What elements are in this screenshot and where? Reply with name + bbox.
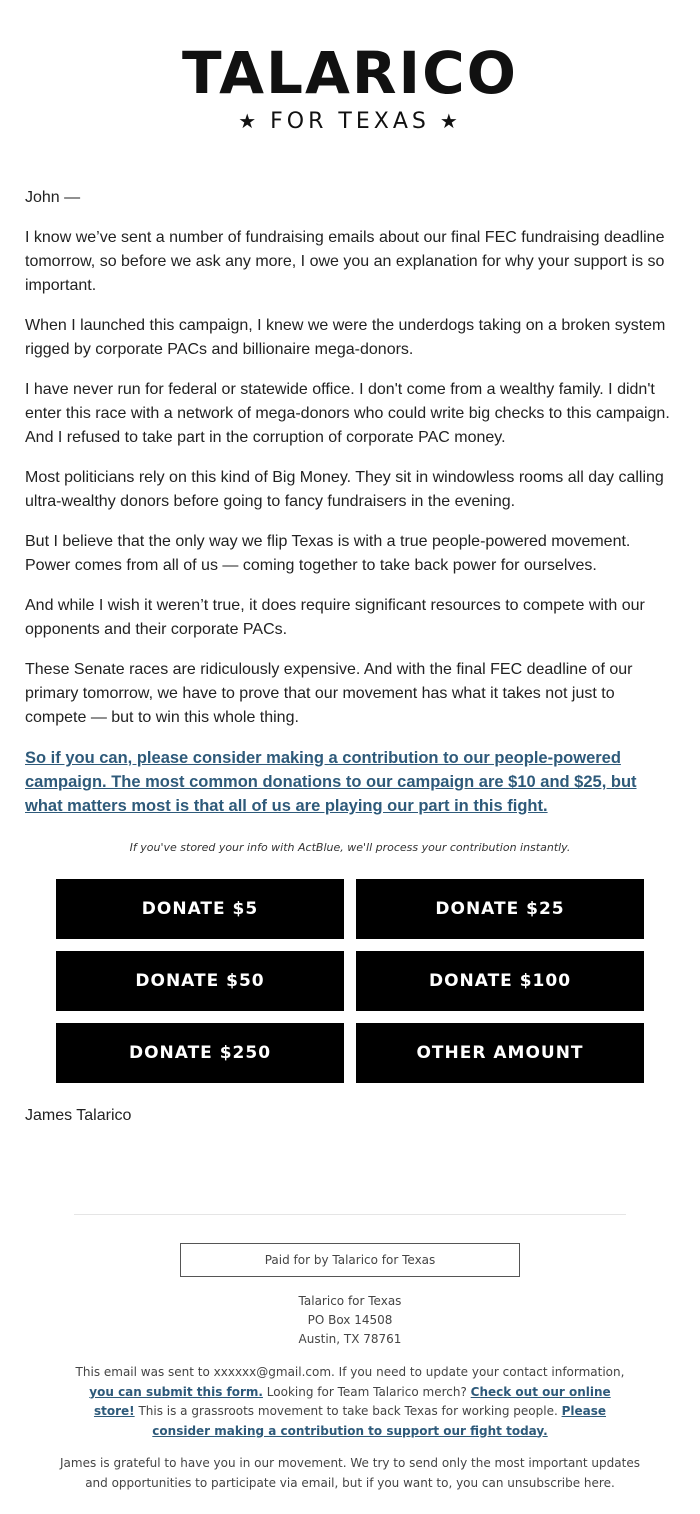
mailing-address bbox=[0, 1292, 700, 1349]
donate-100-button[interactable]: DONATE $100 bbox=[356, 951, 644, 1011]
star-icon: ★ bbox=[238, 109, 261, 133]
star-icon: ★ bbox=[439, 109, 462, 133]
body-paragraph: But I believe that the only way we flip Texas is with a true people-powered movement. Power comes from all of us — coming together to take back power for ourselves. bbox=[25, 533, 631, 574]
donate-250-button[interactable]: DONATE $250 bbox=[56, 1023, 344, 1083]
unsubscribe-note: James is grateful to have you in our movement. We try to send only the most important updates and opportunities to participate via email, but if you want to, you can unsubscribe here. bbox=[60, 1456, 640, 1490]
footer-info bbox=[74, 1363, 626, 1441]
body-paragraph: Most politicians rely on this kind of Big Money. They sit in windowless rooms all day calling ultra-wealthy donors before going to fancy fundraisers in the evening. bbox=[25, 469, 664, 510]
body-paragraph: I have never run for federal or statewide office. I don't come from a wealthy family. I didn't enter this race with a network of mega-donors who could write big checks to this campaign. And I refused to take part in the corruption of corporate PAC money. bbox=[25, 381, 670, 446]
body-paragraph: And while I wish it weren’t true, it does require significant resources to compete with our opponents and their corporate PACs. bbox=[25, 597, 645, 638]
actblue-note: If you've stored your info with ActBlue, we'll process your contribution instantly. bbox=[129, 841, 571, 854]
contribution-cta-link[interactable]: So if you can, please consider making a contribution to our people-powered campaign. The most common donations to our campaign are $10 and $25, but what matters most is that all of us are playing our part in this fight. bbox=[25, 749, 637, 815]
sent-to-text: This email was sent to xxxxxx@gmail.com. If you need to update your contact information, bbox=[75, 1365, 625, 1379]
body-paragraph: I know we’ve sent a number of fundraising emails about our final FEC fundraising deadline tomorrow, so before we ask any more, I owe you an explanation for why your support is so important. bbox=[25, 229, 665, 294]
body-paragraph: These Senate races are ridiculously expensive. And with the final FEC deadline of our primary tomorrow, we have to prove that our movement has what it takes not just to compete — but to win this whole thing. bbox=[25, 661, 633, 726]
address-line: Austin, TX 78761 bbox=[298, 1332, 402, 1346]
logo-tagline bbox=[0, 106, 700, 137]
donate-50-button[interactable]: DONATE $50 bbox=[56, 951, 344, 1011]
update-info-link[interactable]: you can submit this form. bbox=[89, 1384, 263, 1399]
contribute-link[interactable]: Please consider making a contribution to support our fight today. bbox=[152, 1404, 607, 1438]
donate-25-button[interactable]: DONATE $25 bbox=[356, 879, 644, 939]
email-body bbox=[25, 186, 677, 818]
movement-text: This is a grassroots movement to take back Texas for working people. bbox=[134, 1404, 562, 1418]
address-line: PO Box 14508 bbox=[307, 1313, 393, 1327]
signature: James Talarico bbox=[25, 1107, 132, 1124]
logo-wordmark: TALARICO bbox=[182, 39, 518, 107]
donate-other-amount-button[interactable]: OTHER AMOUNT bbox=[356, 1023, 644, 1083]
donate-5-button[interactable]: DONATE $5 bbox=[56, 879, 344, 939]
online-store-link[interactable]: Check out our online store! bbox=[93, 1384, 611, 1418]
body-paragraph: When I launched this campaign, I knew we were the underdogs taking on a broken system rigged by corporate PACs and billionaire mega-donors. bbox=[25, 317, 666, 358]
footer-divider bbox=[74, 1214, 626, 1215]
logo-tagline-text: FOR TEXAS bbox=[270, 109, 430, 134]
address-line: Talarico for Texas bbox=[298, 1294, 402, 1308]
greeting: John — bbox=[25, 189, 81, 206]
campaign-logo bbox=[0, 40, 700, 137]
merch-text: Looking for Team Talarico merch? bbox=[262, 1384, 471, 1399]
paid-for-disclaimer: Paid for by Talarico for Texas bbox=[180, 1243, 520, 1277]
